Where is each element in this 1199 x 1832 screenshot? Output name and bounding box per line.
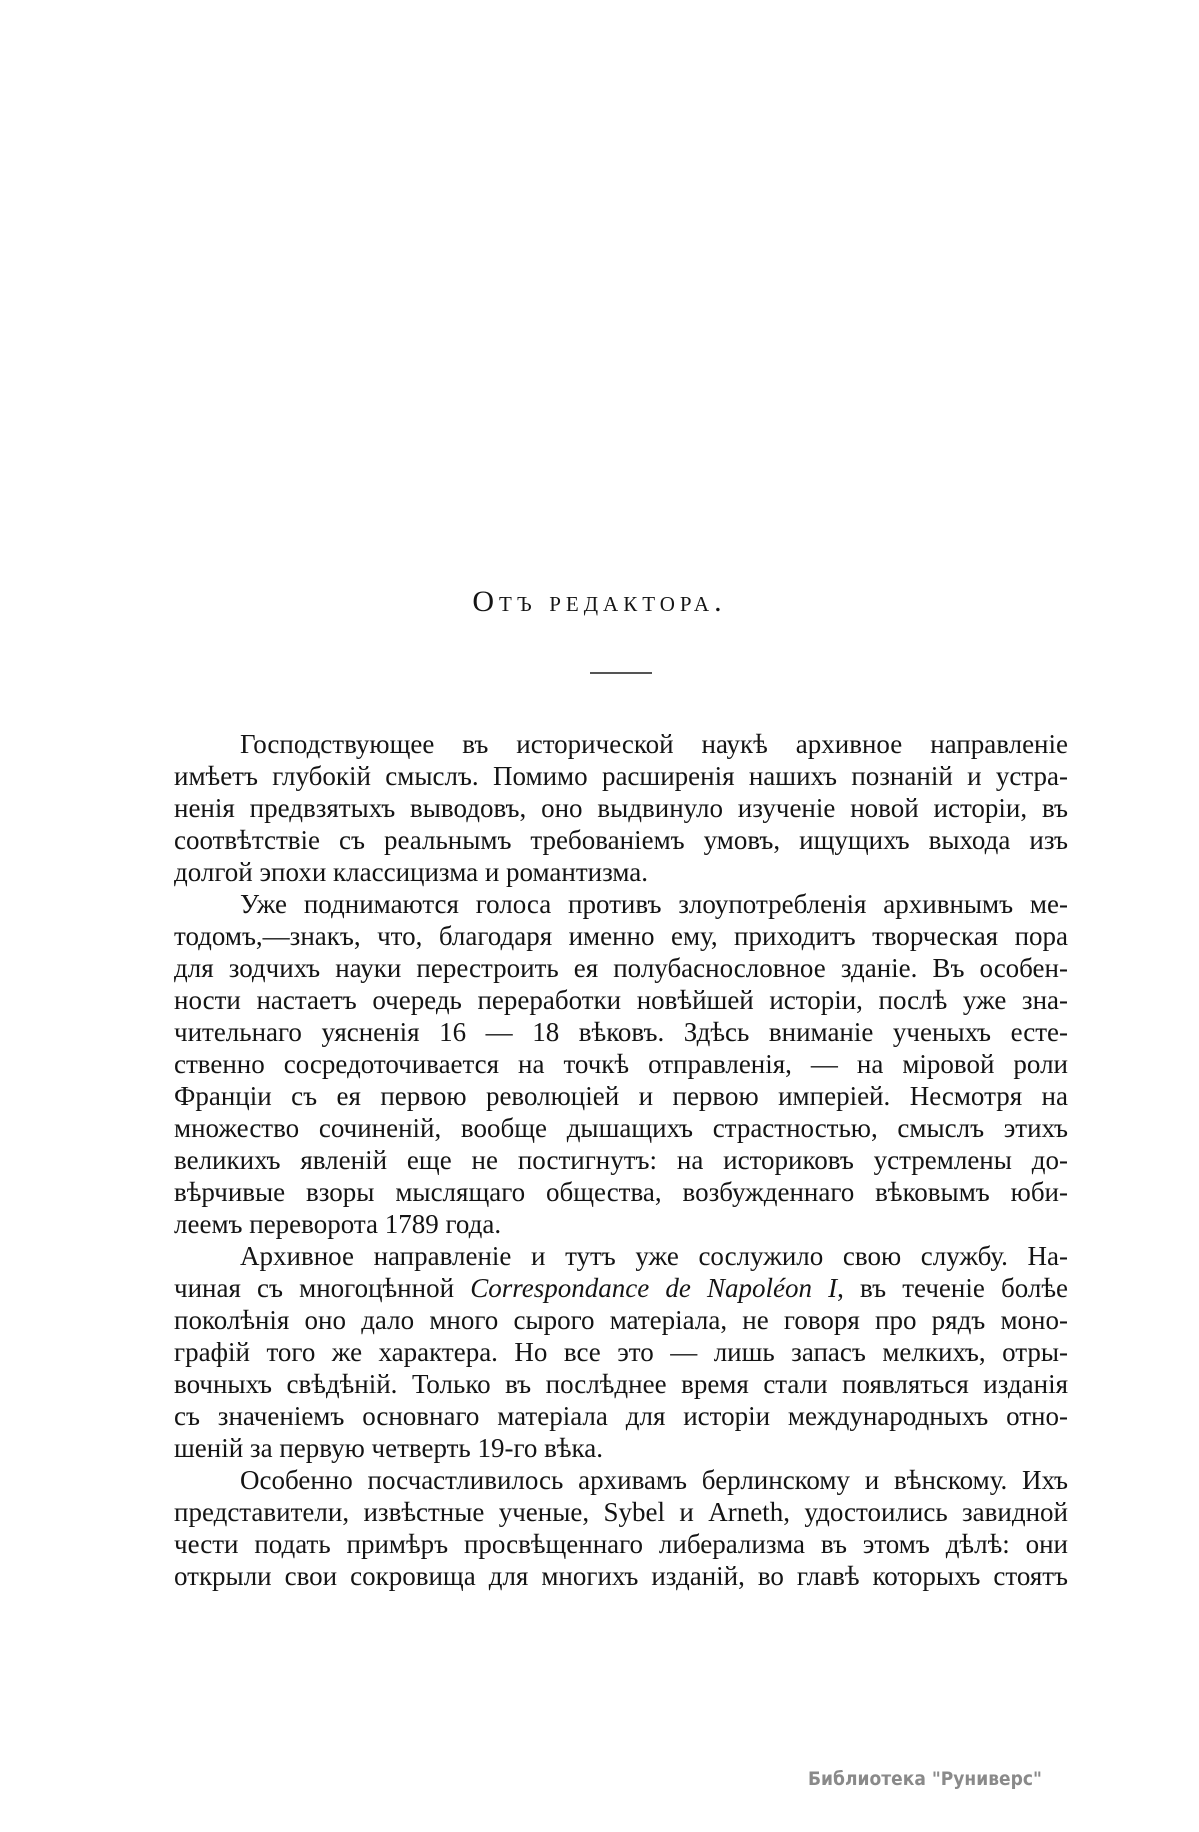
text-line: долгой эпохи классицизма и романтизма. (174, 857, 649, 887)
text-line: поколѣнія оно дало много сырого матеріала, не говоря про рядъ моно- (174, 1305, 1068, 1335)
text-line: соотвѣтствіе съ реальнымъ требованіемъ умовъ, ищущихъ выхода изъ (174, 825, 1068, 855)
text-line: множество сочиненій, вообще дышащихъ страстностью, смыслъ этихъ (174, 1113, 1068, 1143)
text-line (174, 1272, 1068, 1304)
text-line: Господствующее въ исторической наукѣ архивное направленіе (240, 729, 1068, 759)
paragraph (174, 728, 1068, 888)
body-text (174, 728, 1068, 1592)
text-line: великихъ явленій еще не постигнутъ: на историковъ устремлены до- (174, 1145, 1068, 1175)
library-watermark: Библиотека "Руниверс" (808, 1768, 1042, 1790)
text-line: ности настаетъ очередь переработки новѣйшей исторіи, послѣ уже зна- (174, 985, 1068, 1015)
text-line: Особенно посчастливилось архивамъ берлинскому и вѣнскому. Ихъ (240, 1465, 1068, 1495)
text-line: Франціи съ ея первою революціей и первою имперіей. Несмотря на (174, 1081, 1068, 1111)
paragraph (174, 1464, 1068, 1592)
text-line: для зодчихъ науки перестроить ея полубаснословное зданіе. Въ особен- (174, 953, 1068, 983)
text-line: открыли свои сокровища для многихъ изданій, во главѣ которыхъ стоятъ (174, 1561, 1068, 1591)
text-line: Уже поднимаются голоса противъ злоупотребленія архивнымъ ме- (240, 889, 1068, 919)
text-line: тодомъ,—знакъ, что, благодаря именно ему, приходитъ творческая пора (174, 921, 1068, 951)
text-line: шеній за первую четверть 19-го вѣка. (174, 1433, 603, 1463)
text-line: вѣрчивые взоры мыслящаго общества, возбужденнаго вѣковымъ юби- (174, 1177, 1068, 1207)
text-line: ненія предвзятыхъ выводовъ, оно выдвинуло изученіе новой исторіи, въ (174, 793, 1068, 823)
text-line: чести подать примѣръ просвѣщеннаго либерализма въ этомъ дѣлѣ: они (174, 1529, 1068, 1559)
text-line: имѣетъ глубокій смыслъ. Помимо расширенія нашихъ познаній и устра- (174, 761, 1068, 791)
text-line: ственно сосредоточивается на точкѣ отправленія, — на міровой роли (174, 1049, 1068, 1079)
text-line: чительнаго уясненія 16 — 18 вѣковъ. Здѣсь вниманіе ученыхъ есте- (174, 1017, 1068, 1047)
italic-title: Correspondance de Napoléon I (470, 1273, 838, 1303)
text-line: представители, извѣстные ученые, Sybel и Arneth, удостоились завидной (174, 1497, 1068, 1527)
text-line: леемъ переворота 1789 года. (174, 1209, 502, 1239)
text-line: съ значеніемъ основнаго матеріала для исторіи международныхъ отно- (174, 1401, 1068, 1431)
text-segment: , въ теченіе болѣе (837, 1273, 1068, 1303)
text-line: Архивное направленіе и тутъ уже сослужило свою службу. На- (240, 1241, 1068, 1271)
page-title: Отъ редактора. (472, 585, 727, 618)
paragraph (174, 1240, 1068, 1464)
text-line: графій того же характера. Но все это — лишь запасъ мелкихъ, отры- (174, 1337, 1068, 1367)
text-line: вочныхъ свѣдѣній. Только въ послѣднее время стали появляться изданія (174, 1369, 1068, 1399)
title-divider (590, 672, 652, 674)
paragraph (174, 888, 1068, 1240)
text-segment: чиная съ многоцѣнной (174, 1273, 471, 1303)
